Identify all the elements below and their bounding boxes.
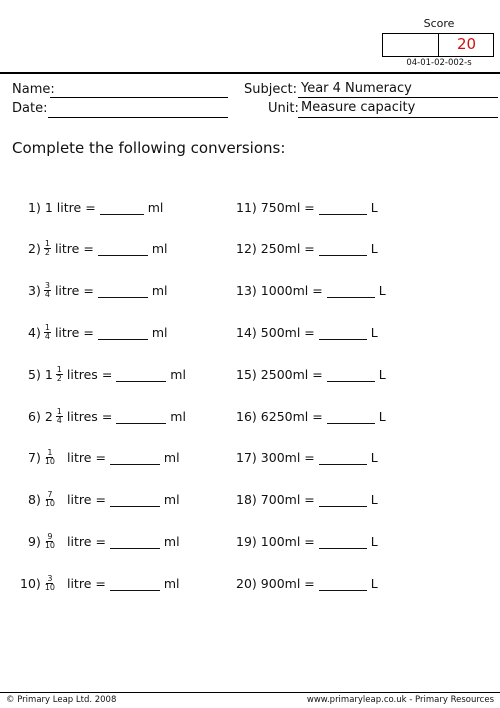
question-number: 1) [28,199,41,215]
question-equals: = [101,408,113,424]
question-prompt: 1000ml = [260,283,323,299]
subject-underline [298,97,498,98]
question-prompt: 2500ml = [260,366,323,382]
answer-blank[interactable] [319,450,367,465]
score-label: Score [423,17,455,30]
answer-unit: ml [163,450,180,466]
answer-unit: L [378,366,386,382]
subject-value: Year 4 Numeracy [301,81,412,96]
fraction-denominator: 4 [56,415,62,425]
question-number: 14) [236,324,257,340]
question-whole-number: 1 [44,366,53,382]
answer-unit: ml [163,533,180,549]
answer-unit: ml [163,492,180,508]
question-fraction [44,575,56,592]
date-label: Date: [12,101,48,116]
question-equals: = [83,283,94,299]
answer-blank[interactable] [100,200,144,215]
question-prompt: 700ml = [260,492,315,508]
answer-blank[interactable] [327,283,375,298]
question-equals: = [95,533,106,549]
date-field[interactable] [48,117,228,118]
question-item [236,322,378,342]
fraction-denominator: 10 [44,499,56,509]
answer-blank[interactable] [110,450,160,465]
question-unit: litre [54,241,80,257]
answer-unit: L [370,324,378,340]
question-number: 17) [236,450,257,466]
question-number: 7) [28,450,41,466]
answer-unit: L [370,533,378,549]
question-item [236,406,386,426]
answer-unit: L [370,241,378,257]
unit-value: Measure capacity [301,100,416,115]
fraction-denominator: 10 [44,457,56,467]
fraction-numerator: 1 [47,448,53,458]
fraction-denominator: 10 [44,582,55,592]
question-number: 8) [28,492,41,508]
question-number: 18) [236,492,257,508]
answer-unit: L [370,492,378,508]
question-number: 10) [20,575,41,591]
fraction-numerator: 3 [44,281,50,291]
answer-blank[interactable] [116,409,166,424]
answer-unit: L [378,408,386,424]
question-prompt: 750ml = [260,199,315,215]
answer-blank[interactable] [319,325,367,340]
footer-website: www.primaryleap.co.uk - Primary Resources [306,695,494,705]
footer-copyright: © Primary Leap Ltd. 2008 [6,695,117,705]
name-label: Name: [12,82,55,97]
question-item [28,448,180,468]
question-item [28,281,167,301]
answer-unit: ml [170,408,186,424]
answer-blank[interactable] [319,492,367,507]
question-unit: litre [54,324,80,340]
answer-unit: L [370,450,378,466]
answer-unit: ml [151,324,168,340]
fraction-numerator: 1 [56,364,62,374]
answer-blank[interactable] [98,241,148,256]
question-number: 13) [236,283,257,299]
fraction-numerator: 3 [47,573,53,583]
answer-blank[interactable] [319,534,367,549]
question-fraction [44,449,56,466]
question-item [28,364,186,384]
answer-unit: ml [151,241,168,257]
fraction-denominator: 4 [44,331,50,341]
question-item [28,197,163,217]
question-fraction [44,324,51,341]
answer-blank[interactable] [110,492,160,507]
question-item [28,531,180,551]
question-whole-number: 2 [44,408,53,424]
question-item [28,490,180,510]
fraction-numerator: 1 [44,239,50,249]
question-item [28,322,167,342]
question-number: 15) [236,366,257,382]
question-fraction [44,240,51,257]
answer-blank[interactable] [98,283,148,298]
answer-unit: L [370,575,378,591]
question-item [236,239,378,259]
question-number: 6) [28,408,41,424]
fraction-numerator: 9 [47,531,53,541]
question-number: 12) [236,241,257,257]
question-equals: = [95,450,106,466]
answer-unit: ml [170,366,186,382]
question-item [28,239,167,259]
question-unit: litre [67,492,92,508]
answer-blank[interactable] [327,367,375,382]
question-prompt: 300ml = [260,450,315,466]
score-value: 20 [456,35,477,53]
fraction-denominator: 2 [56,373,62,383]
question-unit: litre [66,575,92,591]
question-item [236,573,378,593]
answer-unit: L [378,283,386,299]
question-prompt: 900ml = [260,575,315,591]
answer-unit: ml [151,283,168,299]
question-number: 2) [28,241,41,257]
answer-blank[interactable] [319,241,367,256]
unit-underline [298,117,498,118]
question-equals: = [83,324,94,340]
top-divider [0,72,500,74]
question-prompt: 250ml = [260,241,315,257]
answer-unit: ml [147,199,164,215]
question-unit: litre [54,283,80,299]
question-fraction [56,408,63,425]
question-unit: litre [56,199,82,215]
question-fraction [56,366,63,383]
question-number: 3) [28,283,41,299]
footer-divider [0,692,500,693]
question-number: 9) [28,533,41,549]
answer-unit: L [370,199,378,215]
question-whole-number: 1 [44,199,53,215]
answer-unit: ml [163,575,180,591]
answer-blank[interactable] [110,534,160,549]
question-unit: litre [67,450,92,466]
question-item [28,406,186,426]
question-unit: litres [66,408,98,424]
question-fraction [44,491,56,508]
question-unit: litre [67,533,92,549]
instruction-heading: Complete the following conversions: [12,139,286,157]
answer-blank[interactable] [116,367,166,382]
question-equals: = [83,241,94,257]
question-equals: = [95,492,106,508]
sheet-code: 04-01-02-002-s [406,58,472,68]
answer-blank[interactable] [110,576,160,591]
question-equals: = [95,575,106,591]
unit-label: Unit: [268,101,299,116]
question-item [236,281,386,301]
question-prompt: 6250ml = [260,408,323,424]
question-unit: litres [66,366,98,382]
question-item [236,364,386,384]
fraction-denominator: 10 [44,540,56,550]
question-number: 19) [236,533,257,549]
question-item [236,490,378,510]
fraction-numerator: 7 [47,490,53,500]
question-number: 4) [28,324,41,340]
fraction-numerator: 1 [44,322,50,332]
question-equals: = [85,199,96,215]
question-number: 5) [28,366,41,382]
question-number: 16) [236,408,257,424]
name-field[interactable] [50,97,228,98]
question-prompt: 500ml = [260,324,315,340]
fraction-denominator: 4 [44,290,50,300]
answer-blank[interactable] [327,409,375,424]
question-item [236,531,378,551]
answer-blank[interactable] [319,200,367,215]
question-item [236,448,378,468]
question-fraction [44,533,56,550]
answer-blank[interactable] [98,325,148,340]
question-equals: = [101,366,113,382]
fraction-numerator: 1 [56,406,62,416]
fraction-denominator: 2 [44,248,50,258]
question-fraction [44,282,51,299]
question-item [20,573,180,593]
subject-label: Subject: [244,82,297,97]
question-item [236,197,378,217]
question-number: 11) [236,199,257,215]
question-number: 20) [236,575,257,591]
question-prompt: 100ml = [260,533,315,549]
answer-blank[interactable] [319,576,367,591]
